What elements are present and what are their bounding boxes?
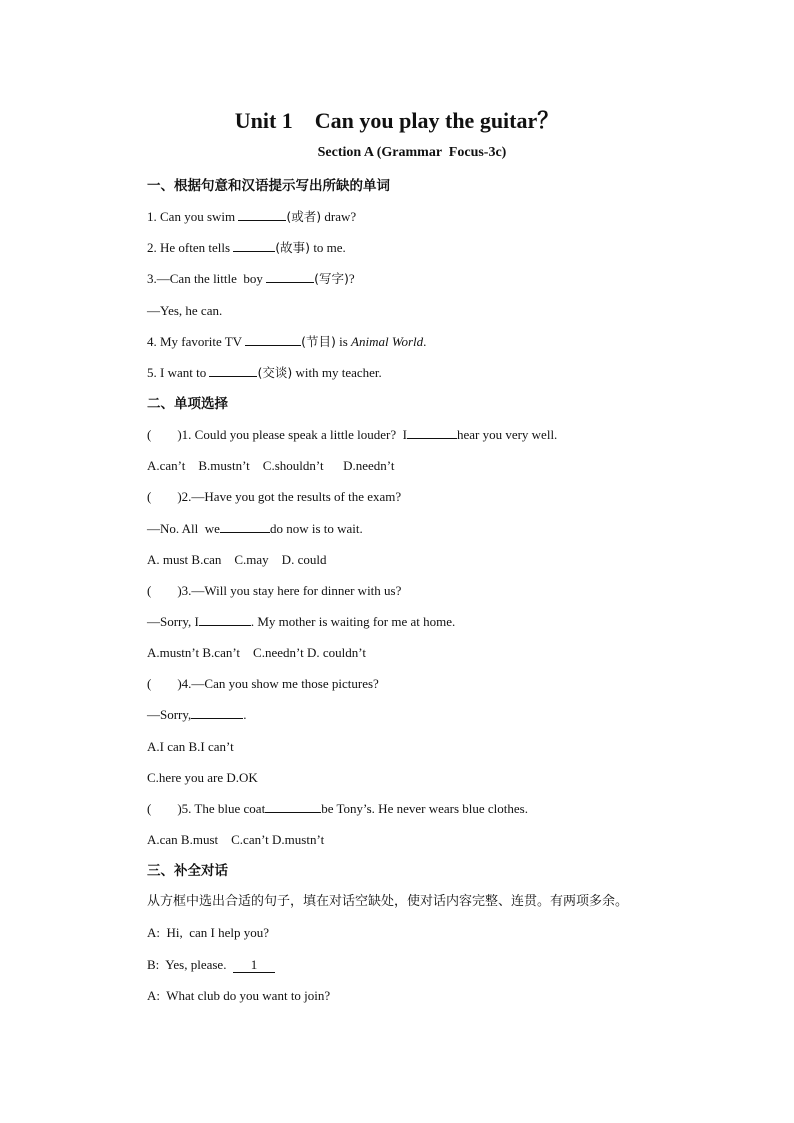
part2-question-4-options-a: A.I can B.I can’t xyxy=(147,738,234,754)
part2-question-5-options: A.can B.must C.can’t D.mustn’t xyxy=(147,831,325,847)
part2-question-3-options: A.mustn’t B.can’t C.needn’t D. couldn’t xyxy=(147,645,366,661)
answer-blank[interactable] xyxy=(245,331,301,346)
part2-question-2-line2: —No. All we do now is to wait. xyxy=(147,518,707,549)
answer-blank[interactable] xyxy=(191,704,243,719)
part3-instruction: 从方框中选出合适的句子，填在对话空缺处，使对话内容完整、连贯。有两项多余。 xyxy=(147,894,629,910)
answer-bracket[interactable]: ( ) xyxy=(147,427,182,443)
worksheet-content xyxy=(147,175,707,1016)
part1-question-2: 2. He often tells (故事) to me. xyxy=(147,237,707,268)
answer-blank[interactable] xyxy=(220,518,270,533)
part2-question-2-options: A. must B.can C.may D. could xyxy=(147,551,327,567)
section-subtitle: Section A (Grammar Focus-3c) xyxy=(317,145,507,160)
answer-blank[interactable] xyxy=(199,611,251,626)
part1-question-3: 3.—Can the little boy (写字)? xyxy=(147,268,707,299)
part2-question-4-options-b: C.here you are D.OK xyxy=(147,769,258,785)
part1-question-5: 5. I want to (交谈) with my teacher. xyxy=(147,362,707,393)
answer-blank[interactable] xyxy=(266,268,314,283)
part2-question-5: ( )5. The blue coat be Tony’s. He never wears blue clothes. xyxy=(147,798,707,829)
part2-question-4-line2: —Sorry, . xyxy=(147,704,707,735)
part2-question-2: ( )2.—Have you got the results of the exam? xyxy=(147,489,402,505)
answer-blank[interactable] xyxy=(407,424,457,439)
dialogue-line-3: A: What club do you want to join? xyxy=(147,987,331,1003)
answer-bracket[interactable]: ( ) xyxy=(147,800,182,816)
part1-heading: 一、根据句意和汉语提示写出所缺的单词 xyxy=(147,178,390,194)
answer-blank[interactable] xyxy=(209,362,257,377)
part1-question-1: 1. Can you swim (或者) draw? xyxy=(147,206,707,237)
answer-bracket[interactable]: ( ) xyxy=(147,676,182,692)
answer-blank[interactable] xyxy=(233,237,275,252)
part3-heading: 三、补全对话 xyxy=(147,863,228,880)
part1-question-3-answer: —Yes, he can. xyxy=(147,302,223,318)
dialogue-line-2: B: Yes, please. 1 xyxy=(147,954,707,985)
answer-bracket[interactable]: ( ) xyxy=(147,582,182,598)
page-title: Unit 1 Can you play the guitar？ xyxy=(234,108,560,133)
part1-question-4: 4. My favorite TV (节目) is Animal World. xyxy=(147,331,707,362)
dialogue-blank-1[interactable]: 1 xyxy=(233,958,275,973)
dialogue-line-1: A: Hi, can I help you? xyxy=(147,925,270,941)
answer-blank[interactable] xyxy=(265,798,321,813)
part2-question-1-options: A.can’t B.mustn’t C.shouldn’t D.needn’t xyxy=(147,458,395,474)
part2-question-4: ( )4.—Can you show me those pictures? xyxy=(147,676,379,692)
part2-heading: 二、单项选择 xyxy=(147,395,228,412)
part2-question-3: ( )3.—Will you stay here for dinner with us? xyxy=(147,582,402,598)
part2-question-3-line2: —Sorry, I . My mother is waiting for me at home. xyxy=(147,611,707,642)
answer-bracket[interactable]: ( ) xyxy=(147,489,182,505)
part2-question-1: ( )1. Could you please speak a little louder? I hear you very well. xyxy=(147,424,707,455)
answer-blank[interactable] xyxy=(238,206,286,221)
